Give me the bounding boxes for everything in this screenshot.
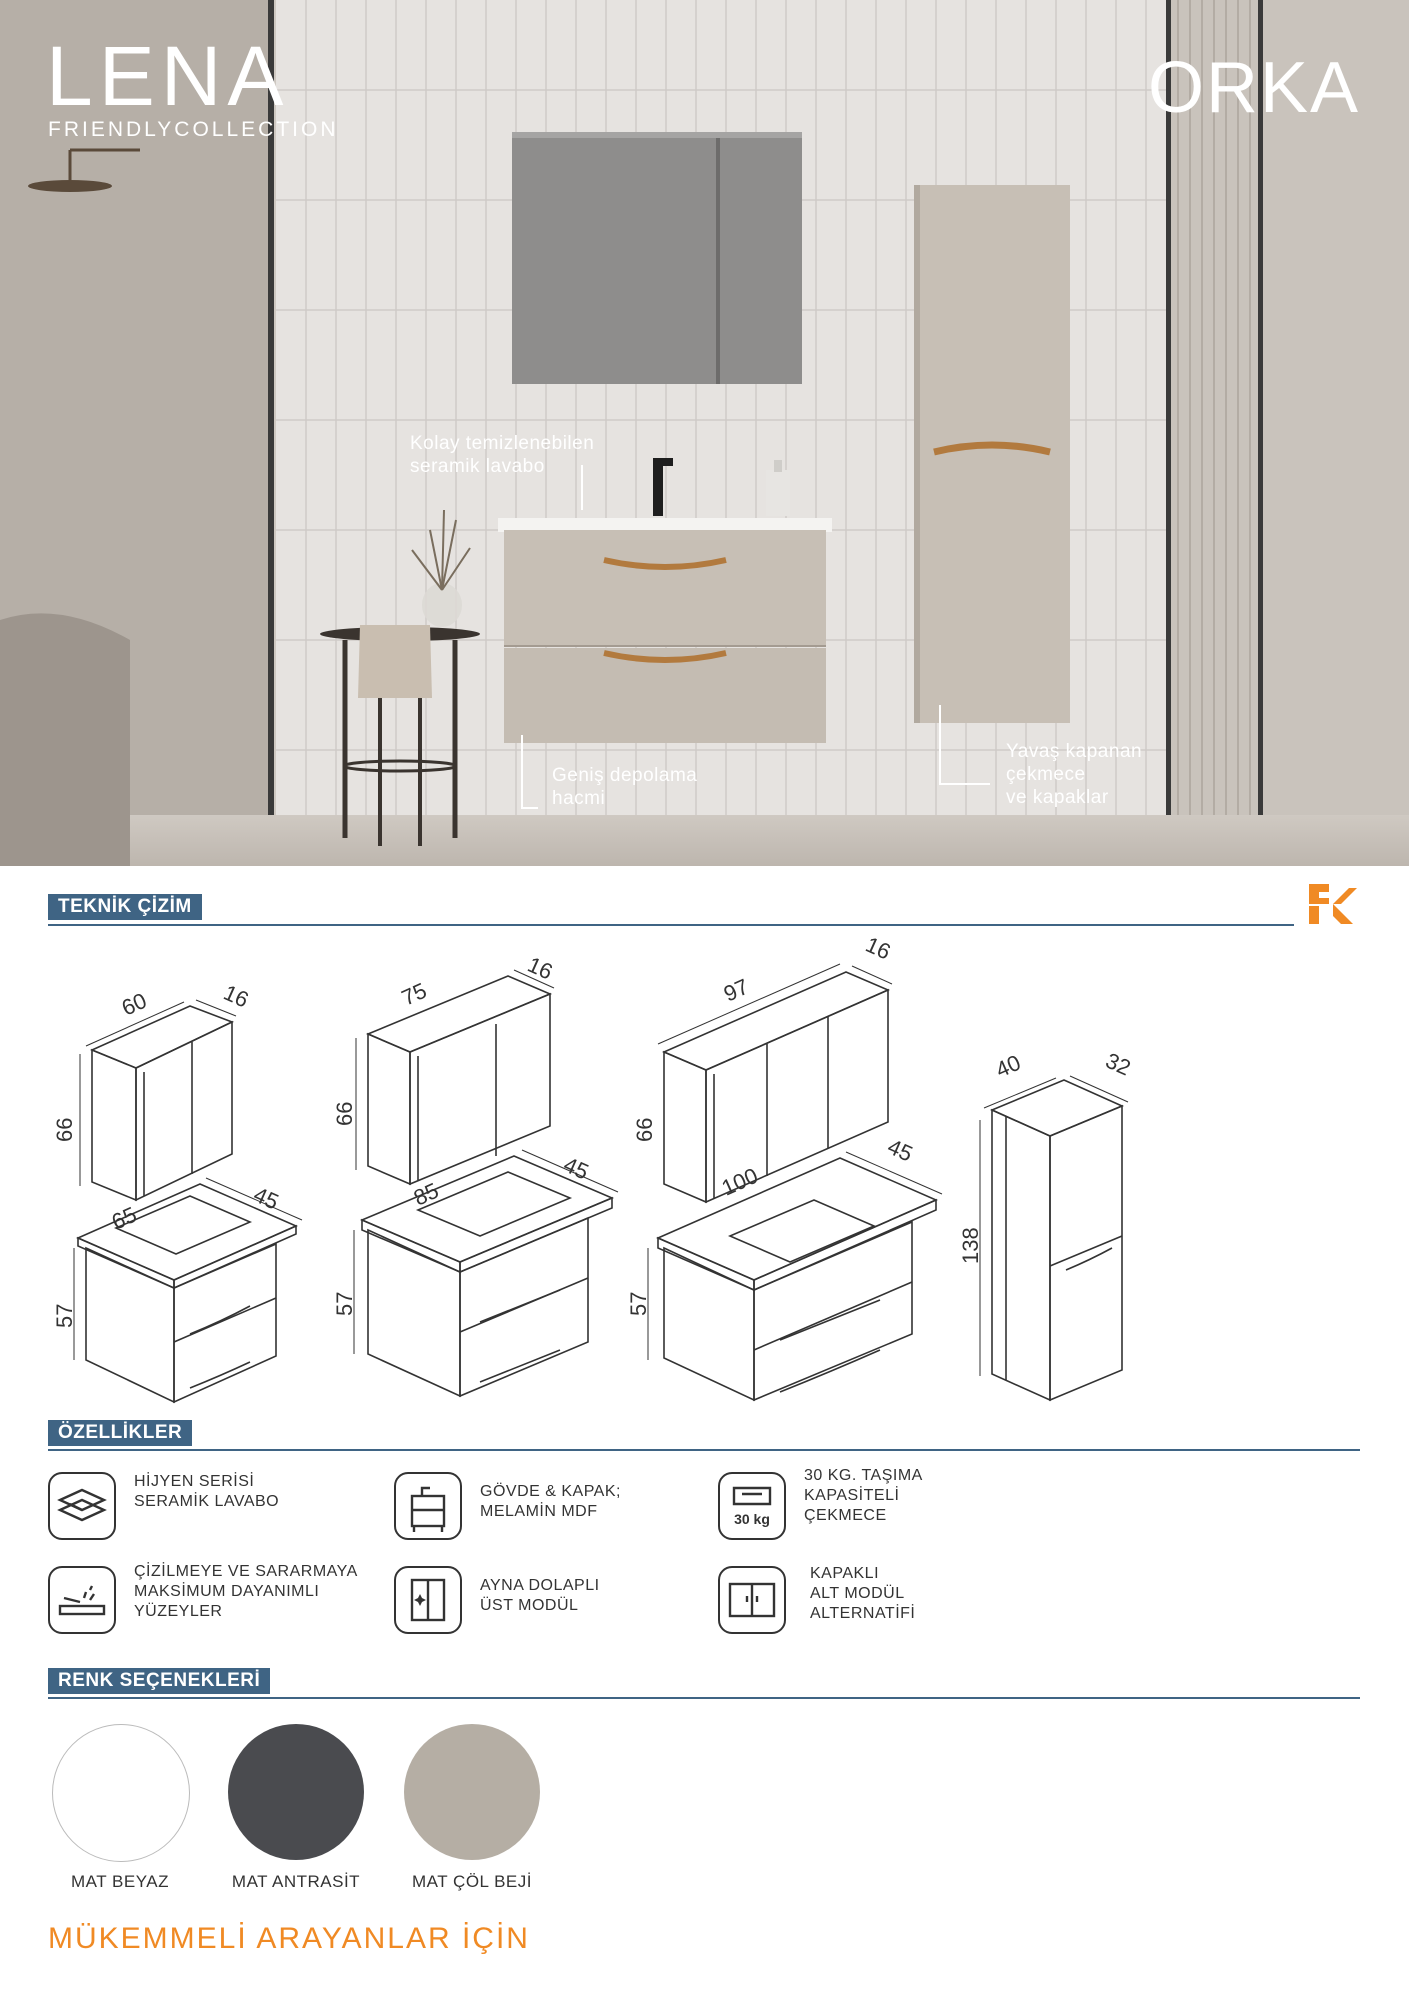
callout-basin [410, 432, 594, 478]
dim-base-100-height: 57 [626, 1291, 651, 1316]
dim-mirror-60-width: 60 [117, 987, 151, 1021]
features-heading [48, 1420, 192, 1448]
feature-text [480, 1482, 621, 1522]
technical-heading-label: TEKNİK ÇİZİM [48, 894, 202, 920]
callout-line: ve kapaklar [1006, 787, 1109, 808]
callout-line: çekmece [1006, 764, 1086, 785]
technical-drawings [40, 930, 1180, 1410]
dim-base-65-height: 57 [52, 1303, 77, 1328]
mirror-cabinet-75-drawing [356, 970, 554, 1184]
dim-tall-width: 40 [991, 1049, 1025, 1083]
ceramic-basin-icon [48, 1472, 116, 1540]
dim-mirror-60-height: 66 [52, 1117, 77, 1142]
feature-line: ÇEKMECE [804, 1507, 887, 1524]
feature-text [804, 1466, 923, 1526]
dim-base-85-depth: 45 [559, 1151, 593, 1185]
dim-mirror-75-width: 75 [397, 977, 431, 1011]
slogan: MÜKEMMELİ ARAYANLAR İÇİN [48, 1922, 530, 1955]
section-divider [48, 924, 1294, 926]
feature-line: MAKSİMUM DAYANIMLI [134, 1583, 320, 1600]
callout-softclose [1006, 740, 1142, 809]
color-swatch-white[interactable] [52, 1724, 190, 1862]
callout-line: Kolay temizlenebilen [410, 433, 595, 454]
feature-line: ÜST MODÜL [480, 1597, 579, 1614]
orka-logo: ORKA [1148, 48, 1361, 128]
callout-line: hacmi [552, 788, 606, 809]
dim-base-85-width: 85 [409, 1177, 443, 1211]
mirror-cabinet-97-drawing [658, 964, 892, 1202]
callout-line: Yavaş kapanan [1006, 741, 1143, 762]
collection-title: LENA [46, 29, 290, 123]
feature-text [480, 1576, 600, 1616]
color-label-anthracite: MAT ANTRASİT [231, 1872, 361, 1891]
dim-tall-height: 138 [958, 1227, 983, 1264]
feature-text [134, 1562, 358, 1622]
callout-line: Geniş depolama [552, 765, 698, 786]
feature-line: YÜZEYLER [134, 1603, 223, 1620]
feature-line: GÖVDE & KAPAK; [480, 1483, 621, 1500]
door-module-icon [718, 1566, 786, 1634]
dim-base-100-depth: 45 [883, 1133, 917, 1167]
feature-line: SERAMİK LAVABO [134, 1493, 280, 1510]
mirror-cabinet-icon [394, 1566, 462, 1634]
callout-storage [552, 764, 697, 810]
hero-image [0, 0, 1409, 866]
colors-heading [48, 1668, 270, 1696]
dim-mirror-75-height: 66 [332, 1101, 357, 1126]
vanity-unit-100-drawing [648, 1152, 942, 1400]
feature-line: ÇİZİLMEYE VE SARARMAYA [134, 1563, 358, 1580]
dim-base-65-width: 65 [107, 1201, 141, 1235]
feature-line: ALTERNATİFİ [810, 1605, 916, 1622]
color-swatch-desert-beige[interactable] [404, 1724, 540, 1860]
k-logo-icon [1305, 884, 1357, 924]
feature-line: HİJYEN SERİSİ [134, 1473, 255, 1490]
feature-line: MELAMİN MDF [480, 1503, 598, 1520]
color-swatch-anthracite[interactable] [228, 1724, 364, 1860]
technical-heading [48, 894, 202, 922]
dim-mirror-97-width: 97 [719, 973, 753, 1007]
features-heading-label: ÖZELLİKLER [48, 1420, 192, 1446]
section-divider [48, 1697, 1360, 1699]
feature-text [810, 1564, 915, 1624]
feature-line: AYNA DOLAPLI [480, 1577, 600, 1594]
dim-tall-depth: 32 [1101, 1047, 1135, 1081]
dim-mirror-97-height: 66 [632, 1117, 657, 1142]
dim-mirror-97-depth: 16 [861, 931, 895, 965]
cabinet-icon [394, 1472, 462, 1540]
feature-line: KAPAKLI [810, 1565, 880, 1582]
mirror-cabinet-60-drawing [80, 1000, 236, 1200]
color-label-desert-beige: MAT ÇÖL BEJİ [412, 1872, 532, 1891]
tall-cabinet-drawing [980, 1076, 1128, 1400]
colors-heading-label: RENK SEÇENEKLERİ [48, 1668, 270, 1694]
dim-mirror-75-depth: 16 [523, 951, 557, 985]
dim-base-100-width: 100 [717, 1162, 762, 1201]
dim-base-85-height: 57 [332, 1291, 357, 1316]
vanity-unit-85-drawing [354, 1150, 618, 1396]
drawer-weight-icon [718, 1472, 786, 1540]
color-label-white: MAT BEYAZ [70, 1872, 170, 1891]
feature-line: ALT MODÜL [810, 1585, 905, 1602]
scratch-resistant-icon [48, 1566, 116, 1634]
feature-line: 30 KG. TAŞIMA [804, 1467, 923, 1484]
drawer-weight-badge: 30 kg [734, 1511, 770, 1527]
dim-base-65-depth: 45 [249, 1181, 283, 1215]
section-divider [48, 1449, 1360, 1451]
dim-mirror-60-depth: 16 [219, 979, 253, 1013]
feature-line: KAPASİTELİ [804, 1487, 900, 1504]
callout-line: seramik lavabo [410, 456, 545, 477]
feature-text [134, 1472, 279, 1512]
collection-subtitle: FRIENDLYCOLLECTION [48, 118, 339, 141]
